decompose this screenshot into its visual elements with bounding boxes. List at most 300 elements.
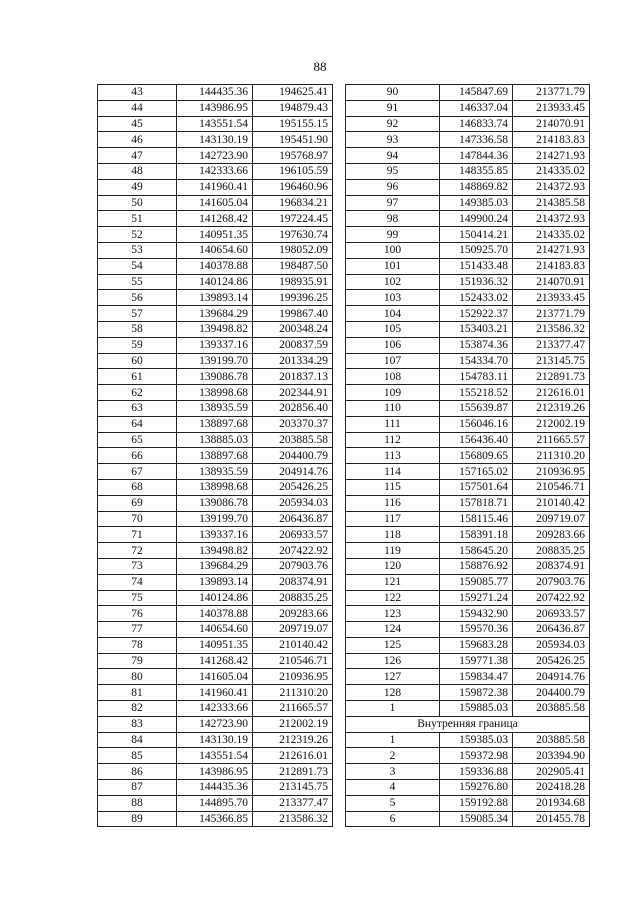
- table-row: [98, 780, 333, 796]
- table-row: [98, 669, 333, 685]
- x-coordinate-cell: 139684.29: [177, 558, 253, 574]
- y-coordinate-cell: 214271.93: [513, 242, 590, 258]
- point-number-cell: 102: [346, 274, 440, 290]
- y-coordinate-cell: 212319.26: [253, 732, 333, 748]
- x-coordinate-cell: 143551.54: [177, 116, 253, 132]
- y-coordinate-cell: 213586.32: [253, 811, 333, 827]
- point-number-cell: 75: [98, 590, 177, 606]
- x-coordinate-cell: 159432.90: [440, 606, 513, 622]
- y-coordinate-cell: 212891.73: [513, 369, 590, 385]
- point-number-cell: 100: [346, 242, 440, 258]
- y-coordinate-cell: 207422.92: [513, 590, 590, 606]
- y-coordinate-cell: 209719.07: [513, 511, 590, 527]
- y-coordinate-cell: 213933.45: [513, 100, 590, 116]
- x-coordinate-cell: 139086.78: [177, 369, 253, 385]
- point-number-cell: 108: [346, 369, 440, 385]
- point-number-cell: 65: [98, 432, 177, 448]
- y-coordinate-cell: 214070.91: [513, 274, 590, 290]
- point-number-cell: 98: [346, 211, 440, 227]
- table-row: [346, 227, 590, 243]
- x-coordinate-cell: 140378.88: [177, 606, 253, 622]
- y-coordinate-cell: 211310.20: [513, 448, 590, 464]
- point-number-cell: 61: [98, 369, 177, 385]
- x-coordinate-cell: 141960.41: [177, 685, 253, 701]
- y-coordinate-cell: 210140.42: [253, 637, 333, 653]
- x-coordinate-cell: 139893.14: [177, 290, 253, 306]
- table-row: [346, 669, 590, 685]
- table-row: [346, 274, 590, 290]
- table-row: [346, 574, 590, 590]
- table-row: [346, 211, 590, 227]
- table-row: [98, 85, 333, 101]
- table-row: [98, 622, 333, 638]
- y-coordinate-cell: 210936.95: [253, 669, 333, 685]
- y-coordinate-cell: 204400.79: [513, 685, 590, 701]
- table-row: [346, 448, 590, 464]
- table-row: [346, 85, 590, 101]
- x-coordinate-cell: 152922.37: [440, 306, 513, 322]
- table-row: [346, 795, 590, 811]
- x-coordinate-cell: 138935.59: [177, 400, 253, 416]
- y-coordinate-cell: 212616.01: [253, 748, 333, 764]
- y-coordinate-cell: 209283.66: [253, 606, 333, 622]
- point-number-cell: 110: [346, 400, 440, 416]
- point-number-cell: 45: [98, 116, 177, 132]
- table-row: [346, 369, 590, 385]
- y-coordinate-cell: 212319.26: [513, 400, 590, 416]
- table-row: [98, 148, 333, 164]
- table-row: [98, 290, 333, 306]
- y-coordinate-cell: 204400.79: [253, 448, 333, 464]
- y-coordinate-cell: 214335.02: [513, 163, 590, 179]
- point-number-cell: 56: [98, 290, 177, 306]
- x-coordinate-cell: 142333.66: [177, 163, 253, 179]
- x-coordinate-cell: 150414.21: [440, 227, 513, 243]
- y-coordinate-cell: 206436.87: [513, 622, 590, 638]
- y-coordinate-cell: 210140.42: [513, 495, 590, 511]
- point-number-cell: 54: [98, 258, 177, 274]
- point-number-cell: 76: [98, 606, 177, 622]
- section-header-row: [346, 716, 590, 732]
- x-coordinate-cell: 138885.03: [177, 432, 253, 448]
- point-number-cell: 105: [346, 321, 440, 337]
- table-row: [98, 574, 333, 590]
- table-row: [98, 400, 333, 416]
- x-coordinate-cell: 142723.90: [177, 148, 253, 164]
- x-coordinate-cell: 145847.69: [440, 85, 513, 101]
- y-coordinate-cell: 213377.47: [253, 795, 333, 811]
- point-number-cell: 43: [98, 85, 177, 101]
- coordinates-table-left: [97, 84, 333, 827]
- x-coordinate-cell: 141268.42: [177, 653, 253, 669]
- point-number-cell: 1: [346, 732, 440, 748]
- point-number-cell: 67: [98, 464, 177, 480]
- point-number-cell: 53: [98, 242, 177, 258]
- point-number-cell: 84: [98, 732, 177, 748]
- page-number: 88: [313, 59, 327, 74]
- y-coordinate-cell: 195155.15: [253, 116, 333, 132]
- x-coordinate-cell: 148355.85: [440, 163, 513, 179]
- point-number-cell: 73: [98, 558, 177, 574]
- x-coordinate-cell: 156046.16: [440, 416, 513, 432]
- x-coordinate-cell: 139199.70: [177, 511, 253, 527]
- table-row: [346, 179, 590, 195]
- x-coordinate-cell: 159834.47: [440, 669, 513, 685]
- point-number-cell: 104: [346, 306, 440, 322]
- point-number-cell: 81: [98, 685, 177, 701]
- y-coordinate-cell: 208835.25: [253, 590, 333, 606]
- x-coordinate-cell: 142333.66: [177, 701, 253, 717]
- x-coordinate-cell: 143986.95: [177, 764, 253, 780]
- x-coordinate-cell: 159683.28: [440, 637, 513, 653]
- coordinates-table-right: [345, 84, 590, 827]
- y-coordinate-cell: 205934.03: [513, 637, 590, 653]
- y-coordinate-cell: 210936.95: [513, 464, 590, 480]
- y-coordinate-cell: 205426.25: [513, 653, 590, 669]
- point-number-cell: 122: [346, 590, 440, 606]
- point-number-cell: 87: [98, 780, 177, 796]
- point-number-cell: 55: [98, 274, 177, 290]
- point-number-cell: 123: [346, 606, 440, 622]
- x-coordinate-cell: 139893.14: [177, 574, 253, 590]
- x-coordinate-cell: 140378.88: [177, 258, 253, 274]
- table-row: [98, 321, 333, 337]
- x-coordinate-cell: 144895.70: [177, 795, 253, 811]
- table-row: [98, 116, 333, 132]
- point-number-cell: 47: [98, 148, 177, 164]
- point-number-cell: 5: [346, 795, 440, 811]
- y-coordinate-cell: 212891.73: [253, 764, 333, 780]
- point-number-cell: 125: [346, 637, 440, 653]
- table-row: [98, 479, 333, 495]
- x-coordinate-cell: 155218.52: [440, 385, 513, 401]
- x-coordinate-cell: 146337.04: [440, 100, 513, 116]
- x-coordinate-cell: 138998.68: [177, 385, 253, 401]
- x-coordinate-cell: 140654.60: [177, 622, 253, 638]
- point-number-cell: 50: [98, 195, 177, 211]
- y-coordinate-cell: 211310.20: [253, 685, 333, 701]
- x-coordinate-cell: 139086.78: [177, 495, 253, 511]
- point-number-cell: 120: [346, 558, 440, 574]
- point-number-cell: 106: [346, 337, 440, 353]
- y-coordinate-cell: 207422.92: [253, 543, 333, 559]
- x-coordinate-cell: 159885.03: [440, 701, 513, 717]
- x-coordinate-cell: 149385.03: [440, 195, 513, 211]
- table-row: [346, 511, 590, 527]
- point-number-cell: 70: [98, 511, 177, 527]
- point-number-cell: 80: [98, 669, 177, 685]
- y-coordinate-cell: 208374.91: [513, 558, 590, 574]
- y-coordinate-cell: 206933.57: [253, 527, 333, 543]
- point-number-cell: 118: [346, 527, 440, 543]
- point-number-cell: 2: [346, 748, 440, 764]
- x-coordinate-cell: 151433.48: [440, 258, 513, 274]
- point-number-cell: 109: [346, 385, 440, 401]
- y-coordinate-cell: 211665.57: [513, 432, 590, 448]
- table-row: [98, 558, 333, 574]
- x-coordinate-cell: 159192.88: [440, 795, 513, 811]
- table-row: [98, 195, 333, 211]
- y-coordinate-cell: 195451.90: [253, 132, 333, 148]
- table-row: [98, 227, 333, 243]
- x-coordinate-cell: 141268.42: [177, 211, 253, 227]
- table-row: [98, 764, 333, 780]
- point-number-cell: 58: [98, 321, 177, 337]
- x-coordinate-cell: 147844.36: [440, 148, 513, 164]
- x-coordinate-cell: 144435.36: [177, 780, 253, 796]
- x-coordinate-cell: 143130.19: [177, 732, 253, 748]
- point-number-cell: 88: [98, 795, 177, 811]
- table-row: [98, 163, 333, 179]
- x-coordinate-cell: 143130.19: [177, 132, 253, 148]
- table-row: [346, 258, 590, 274]
- point-number-cell: 115: [346, 479, 440, 495]
- y-coordinate-cell: 205426.25: [253, 479, 333, 495]
- y-coordinate-cell: 203394.90: [513, 748, 590, 764]
- point-number-cell: 59: [98, 337, 177, 353]
- x-coordinate-cell: 139498.82: [177, 543, 253, 559]
- table-row: [98, 416, 333, 432]
- point-number-cell: 57: [98, 306, 177, 322]
- y-coordinate-cell: 213145.75: [513, 353, 590, 369]
- table-row: [98, 527, 333, 543]
- x-coordinate-cell: 144435.36: [177, 85, 253, 101]
- y-coordinate-cell: 204914.76: [253, 464, 333, 480]
- table-row: [98, 716, 333, 732]
- point-number-cell: 91: [346, 100, 440, 116]
- table-row: [346, 622, 590, 638]
- point-number-cell: 51: [98, 211, 177, 227]
- table-row: [98, 795, 333, 811]
- point-number-cell: 90: [346, 85, 440, 101]
- y-coordinate-cell: 214183.83: [513, 258, 590, 274]
- table-row: [346, 527, 590, 543]
- table-row: [346, 195, 590, 211]
- point-number-cell: 95: [346, 163, 440, 179]
- x-coordinate-cell: 139684.29: [177, 306, 253, 322]
- x-coordinate-cell: 158876.92: [440, 558, 513, 574]
- point-number-cell: 121: [346, 574, 440, 590]
- point-number-cell: 69: [98, 495, 177, 511]
- point-number-cell: 114: [346, 464, 440, 480]
- y-coordinate-cell: 207903.76: [513, 574, 590, 590]
- point-number-cell: 85: [98, 748, 177, 764]
- y-coordinate-cell: 211665.57: [253, 701, 333, 717]
- point-number-cell: 77: [98, 622, 177, 638]
- point-number-cell: 4: [346, 780, 440, 796]
- y-coordinate-cell: 210546.71: [253, 653, 333, 669]
- table-row: [98, 637, 333, 653]
- x-coordinate-cell: 157818.71: [440, 495, 513, 511]
- table-row: [98, 274, 333, 290]
- point-number-cell: 82: [98, 701, 177, 717]
- x-coordinate-cell: 159336.88: [440, 764, 513, 780]
- table-row: [346, 432, 590, 448]
- x-coordinate-cell: 158391.18: [440, 527, 513, 543]
- table-row: [98, 369, 333, 385]
- x-coordinate-cell: 140124.86: [177, 590, 253, 606]
- table-row: [98, 495, 333, 511]
- y-coordinate-cell: 208835.25: [513, 543, 590, 559]
- table-row: [346, 811, 590, 827]
- x-coordinate-cell: 139199.70: [177, 353, 253, 369]
- y-coordinate-cell: 206933.57: [513, 606, 590, 622]
- y-coordinate-cell: 198487.50: [253, 258, 333, 274]
- y-coordinate-cell: 197224.45: [253, 211, 333, 227]
- point-number-cell: 89: [98, 811, 177, 827]
- x-coordinate-cell: 141605.04: [177, 195, 253, 211]
- point-number-cell: 49: [98, 179, 177, 195]
- x-coordinate-cell: 150925.70: [440, 242, 513, 258]
- point-number-cell: 52: [98, 227, 177, 243]
- point-number-cell: 126: [346, 653, 440, 669]
- y-coordinate-cell: 200348.24: [253, 321, 333, 337]
- table-row: [346, 701, 590, 717]
- x-coordinate-cell: 159570.36: [440, 622, 513, 638]
- x-coordinate-cell: 152433.02: [440, 290, 513, 306]
- x-coordinate-cell: 139498.82: [177, 321, 253, 337]
- y-coordinate-cell: 203885.58: [513, 732, 590, 748]
- table-row: [346, 321, 590, 337]
- x-coordinate-cell: 148869.82: [440, 179, 513, 195]
- y-coordinate-cell: 202418.28: [513, 780, 590, 796]
- point-number-cell: 128: [346, 685, 440, 701]
- table-row: [346, 748, 590, 764]
- table-row: [346, 558, 590, 574]
- table-row: [346, 416, 590, 432]
- point-number-cell: 71: [98, 527, 177, 543]
- table-row: [98, 811, 333, 827]
- y-coordinate-cell: 207903.76: [253, 558, 333, 574]
- y-coordinate-cell: 198935.91: [253, 274, 333, 290]
- x-coordinate-cell: 157501.64: [440, 479, 513, 495]
- table-row: [98, 464, 333, 480]
- x-coordinate-cell: 141605.04: [177, 669, 253, 685]
- x-coordinate-cell: 140951.35: [177, 227, 253, 243]
- x-coordinate-cell: 139337.16: [177, 337, 253, 353]
- table-row: [346, 100, 590, 116]
- y-coordinate-cell: 202905.41: [513, 764, 590, 780]
- point-number-cell: 1: [346, 701, 440, 717]
- point-number-cell: 94: [346, 148, 440, 164]
- point-number-cell: 97: [346, 195, 440, 211]
- y-coordinate-cell: 213771.79: [513, 85, 590, 101]
- table-row: [98, 385, 333, 401]
- y-coordinate-cell: 208374.91: [253, 574, 333, 590]
- table-row: [98, 701, 333, 717]
- point-number-cell: 92: [346, 116, 440, 132]
- y-coordinate-cell: 201455.78: [513, 811, 590, 827]
- y-coordinate-cell: 210546.71: [513, 479, 590, 495]
- y-coordinate-cell: 209283.66: [513, 527, 590, 543]
- point-number-cell: 117: [346, 511, 440, 527]
- point-number-cell: 78: [98, 637, 177, 653]
- y-coordinate-cell: 214372.93: [513, 211, 590, 227]
- y-coordinate-cell: 205934.03: [253, 495, 333, 511]
- x-coordinate-cell: 138897.68: [177, 448, 253, 464]
- point-number-cell: 64: [98, 416, 177, 432]
- table-row: [346, 590, 590, 606]
- x-coordinate-cell: 140654.60: [177, 242, 253, 258]
- y-coordinate-cell: 203885.58: [513, 701, 590, 717]
- table-row: [98, 353, 333, 369]
- table-row: [346, 116, 590, 132]
- x-coordinate-cell: 156436.40: [440, 432, 513, 448]
- table-row: [346, 242, 590, 258]
- table-row: [346, 780, 590, 796]
- point-number-cell: 86: [98, 764, 177, 780]
- y-coordinate-cell: 203370.37: [253, 416, 333, 432]
- table-row: [346, 290, 590, 306]
- table-row: [98, 179, 333, 195]
- table-row: [346, 148, 590, 164]
- x-coordinate-cell: 140124.86: [177, 274, 253, 290]
- x-coordinate-cell: 138935.59: [177, 464, 253, 480]
- table-row: [98, 748, 333, 764]
- y-coordinate-cell: 194625.41: [253, 85, 333, 101]
- x-coordinate-cell: 153403.21: [440, 321, 513, 337]
- point-number-cell: 6: [346, 811, 440, 827]
- table-row: [98, 543, 333, 559]
- y-coordinate-cell: 212616.01: [513, 385, 590, 401]
- x-coordinate-cell: 153874.36: [440, 337, 513, 353]
- y-coordinate-cell: 200837.59: [253, 337, 333, 353]
- x-coordinate-cell: 159372.98: [440, 748, 513, 764]
- table-row: [346, 385, 590, 401]
- table-row: [346, 764, 590, 780]
- x-coordinate-cell: 159771.38: [440, 653, 513, 669]
- point-number-cell: 44: [98, 100, 177, 116]
- table-row: [346, 732, 590, 748]
- y-coordinate-cell: 195768.97: [253, 148, 333, 164]
- point-number-cell: 96: [346, 179, 440, 195]
- point-number-cell: 46: [98, 132, 177, 148]
- y-coordinate-cell: 199867.40: [253, 306, 333, 322]
- point-number-cell: 99: [346, 227, 440, 243]
- y-coordinate-cell: 196834.21: [253, 195, 333, 211]
- x-coordinate-cell: 154334.70: [440, 353, 513, 369]
- table-row: [346, 653, 590, 669]
- table-row: [98, 590, 333, 606]
- y-coordinate-cell: 198052.09: [253, 242, 333, 258]
- table-row: [98, 432, 333, 448]
- table-row: [346, 606, 590, 622]
- x-coordinate-cell: 149900.24: [440, 211, 513, 227]
- y-coordinate-cell: 202344.91: [253, 385, 333, 401]
- table-row: [346, 495, 590, 511]
- table-row: [98, 653, 333, 669]
- y-coordinate-cell: 213145.75: [253, 780, 333, 796]
- y-coordinate-cell: 197630.74: [253, 227, 333, 243]
- x-coordinate-cell: 159085.34: [440, 811, 513, 827]
- table-row: [346, 400, 590, 416]
- point-number-cell: 119: [346, 543, 440, 559]
- x-coordinate-cell: 140951.35: [177, 637, 253, 653]
- point-number-cell: 60: [98, 353, 177, 369]
- table-row: [98, 511, 333, 527]
- point-number-cell: 116: [346, 495, 440, 511]
- y-coordinate-cell: 201934.68: [513, 795, 590, 811]
- table-row: [98, 448, 333, 464]
- x-coordinate-cell: 154783.11: [440, 369, 513, 385]
- y-coordinate-cell: 209719.07: [253, 622, 333, 638]
- point-number-cell: 63: [98, 400, 177, 416]
- table-row: [98, 732, 333, 748]
- point-number-cell: 101: [346, 258, 440, 274]
- point-number-cell: 112: [346, 432, 440, 448]
- y-coordinate-cell: 212002.19: [253, 716, 333, 732]
- point-number-cell: 113: [346, 448, 440, 464]
